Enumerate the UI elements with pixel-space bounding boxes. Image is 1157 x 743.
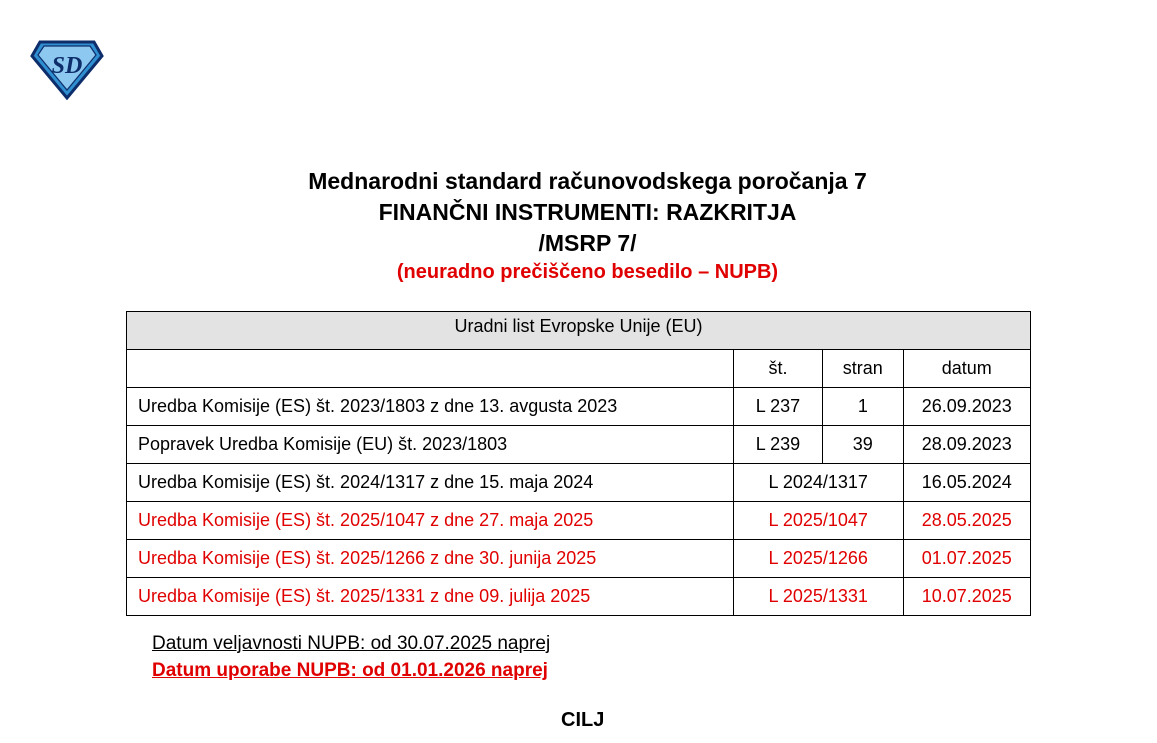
title-line-3: /MSRP 7/: [538, 230, 637, 256]
section-heading: CILJ: [561, 709, 605, 731]
table-row: [127, 578, 1031, 616]
row-date: 28.09.2023: [903, 426, 1030, 464]
table-row: [127, 540, 1031, 578]
row-date: 26.09.2023: [903, 388, 1030, 426]
title-line-1: Mednarodni standard računovodskega poročanja 7: [308, 168, 867, 194]
row-date: 16.05.2024: [903, 464, 1030, 502]
title-line-2: FINANČNI INSTRUMENTI: RAZKRITJA: [378, 199, 797, 225]
application-date: Datum uporabe NUPB: od 01.01.2026 naprej: [152, 660, 548, 681]
row-date: 01.07.2025: [903, 540, 1030, 578]
diamond-shield-icon: [30, 40, 104, 100]
table-row: [127, 388, 1031, 426]
row-desc: Popravek Uredba Komisije (EU) št. 2023/1803: [127, 426, 734, 464]
row-desc: Uredba Komisije (ES) št. 2025/1047 z dne 27. maja 2025: [127, 502, 734, 540]
row-page: 39: [823, 426, 903, 464]
row-desc: Uredba Komisije (ES) št. 2025/1331 z dne 09. julija 2025: [127, 578, 734, 616]
table-row: [127, 426, 1031, 464]
table-header: Uradni list Evropske Unije (EU): [127, 312, 1031, 350]
logo-text: SD: [51, 53, 83, 79]
row-desc: Uredba Komisije (ES) št. 2024/1317 z dne 15. maja 2024: [127, 464, 734, 502]
row-page: 1: [823, 388, 903, 426]
row-num: L 237: [733, 388, 822, 426]
row-num: L 239: [733, 426, 822, 464]
validity-date: Datum veljavnosti NUPB: od 30.07.2025 naprej: [152, 633, 551, 654]
column-header-date: datum: [903, 350, 1030, 388]
table-row: [127, 464, 1031, 502]
row-num-page: L 2025/1266: [733, 540, 903, 578]
row-date: 10.07.2025: [903, 578, 1030, 616]
validity-dates: [152, 630, 550, 684]
title-line-4: (neuradno prečiščeno besedilo – NUPB): [396, 261, 779, 283]
row-desc: Uredba Komisije (ES) št. 2023/1803 z dne 13. avgusta 2023: [127, 388, 734, 426]
column-header-desc: [127, 350, 734, 388]
document-title: [0, 166, 1157, 285]
column-header-num: št.: [733, 350, 822, 388]
row-date: 28.05.2025: [903, 502, 1030, 540]
sd-logo: [30, 40, 104, 100]
row-num-page: L 2025/1331: [733, 578, 903, 616]
row-desc: Uredba Komisije (ES) št. 2025/1266 z dne 30. junija 2025: [127, 540, 734, 578]
row-num-page: L 2024/1317: [733, 464, 903, 502]
row-num-page: L 2025/1047: [733, 502, 903, 540]
column-header-page: stran: [823, 350, 903, 388]
official-journal-table: [126, 311, 1031, 616]
table-row: [127, 502, 1031, 540]
